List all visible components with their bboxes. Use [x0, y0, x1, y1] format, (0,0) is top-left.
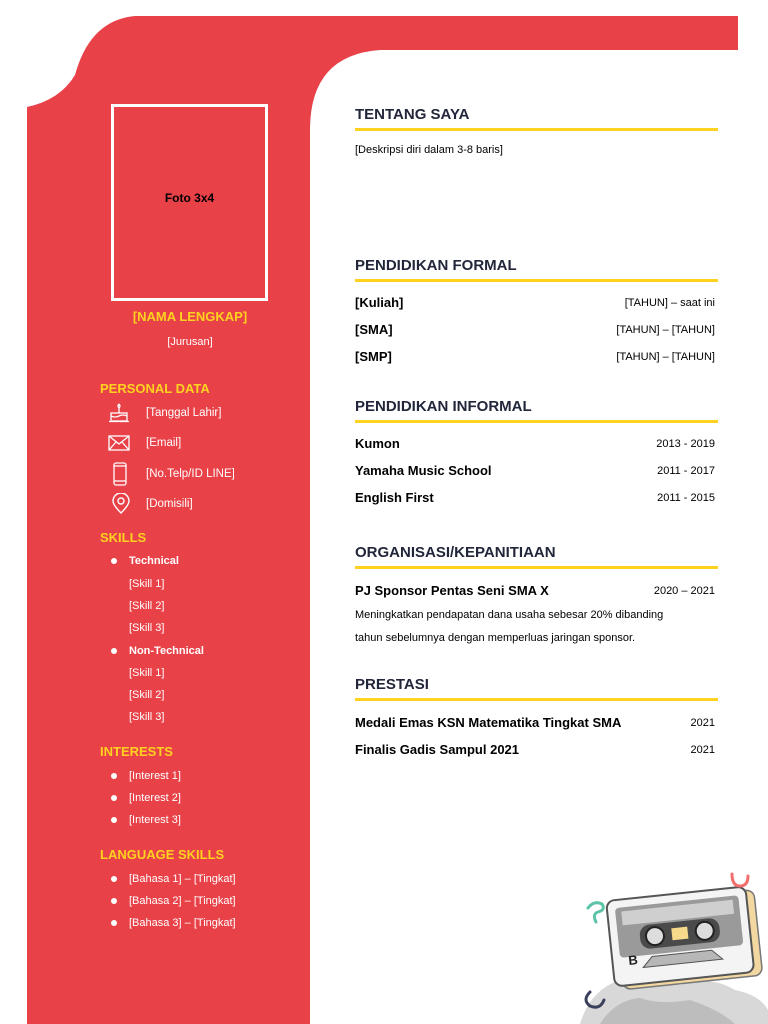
skills-technical: Technical [111, 555, 179, 567]
heading-rule [355, 566, 718, 569]
personal-data-domicile [108, 492, 193, 516]
technical-skill-item: [Skill 3] [129, 622, 165, 634]
technical-skill-item: [Skill 2] [129, 600, 165, 612]
skills-non-technical: Non-Technical [111, 645, 204, 657]
photo-placeholder[interactable] [111, 104, 268, 301]
interests-heading: INTERESTS [100, 744, 173, 759]
email-text: [Email] [146, 437, 182, 449]
full-name: [NAMA LENGKAP] [132, 309, 248, 324]
organization-description: Meningkatkan pendapatan dana usaha sebesar 20% dibanding tahun sebelumnya dengan memperluas jaringan sponsor. [355, 609, 664, 644]
cake-icon [108, 402, 136, 424]
birthdate-text: [Tanggal Lahir] [146, 407, 222, 419]
heading-rule [355, 279, 718, 282]
non-technical-skill-item: [Skill 3] [129, 711, 165, 723]
personal-data-email [108, 431, 181, 455]
achievements-heading: PRESTASI [355, 676, 429, 693]
language-item: [Bahasa 3] – [Tingkat] [111, 917, 236, 929]
education-row: [Kuliah] [TAHUN] – saat ini [355, 295, 715, 310]
language-item: [Bahasa 2] – [Tingkat] [111, 895, 236, 907]
cassette-side-letter: B [627, 952, 639, 968]
technical-skill-item: [Skill 1] [129, 578, 165, 590]
organization-heading: ORGANISASI/KEPANITIAAN [355, 544, 556, 561]
about-text: [Deskripsi diri dalam 3-8 baris] [355, 144, 503, 156]
interest-item: [Interest 3] [111, 814, 181, 826]
non-technical-skill-item: [Skill 2] [129, 689, 165, 701]
skills-heading: SKILLS [100, 530, 147, 545]
informal-education-row: English First 2011 - 2015 [355, 490, 715, 505]
achievement-row: Finalis Gadis Sampul 2021 2021 [355, 742, 715, 757]
personal-data-birthdate [108, 401, 221, 425]
informal-education-heading: PENDIDIKAN INFORMAL [355, 398, 532, 415]
education-row: [SMA] [TAHUN] – [TAHUN] [355, 322, 715, 337]
photo-label: Foto 3x4 [164, 190, 215, 205]
major: [Jurusan] [167, 336, 213, 348]
education-row: [SMP] [TAHUN] – [TAHUN] [355, 349, 715, 364]
formal-education-heading: PENDIDIKAN FORMAL [355, 257, 517, 274]
interest-item: [Interest 2] [111, 792, 181, 804]
phone-icon [108, 463, 136, 485]
informal-education-row: Yamaha Music School 2011 - 2017 [355, 463, 715, 478]
achievement-row: Medali Emas KSN Matematika Tingkat SMA 2021 [355, 715, 715, 730]
language-item: [Bahasa 1] – [Tingkat] [111, 873, 236, 885]
personal-data-phone [108, 462, 235, 486]
phone-text: [No.Telp/ID LINE] [146, 468, 235, 480]
interest-item: [Interest 1] [111, 770, 181, 782]
heading-rule [355, 698, 718, 701]
cassette-tape-illustration [560, 860, 768, 1024]
heading-rule [355, 420, 718, 423]
location-pin-icon [108, 493, 136, 515]
personal-data-heading: PERSONAL DATA [100, 381, 210, 396]
heading-rule [355, 128, 718, 131]
about-heading: TENTANG SAYA [355, 106, 470, 123]
domicile-text: [Domisili] [146, 498, 193, 510]
non-technical-skill-item: [Skill 1] [129, 667, 165, 679]
envelope-icon [108, 432, 136, 454]
organization-row: PJ Sponsor Pentas Seni SMA X 2020 – 2021 [355, 583, 715, 598]
language-skills-heading: LANGUAGE SKILLS [100, 847, 225, 862]
informal-education-row: Kumon 2013 - 2019 [355, 436, 715, 451]
